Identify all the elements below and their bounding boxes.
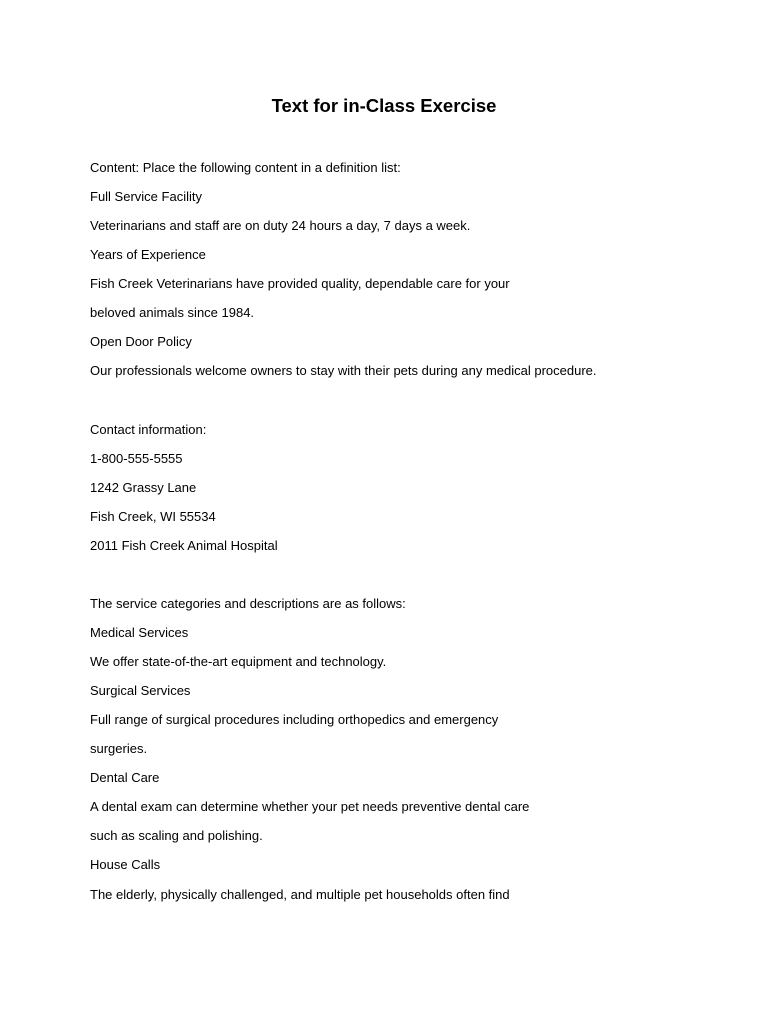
page-title: Text for in-Class Exercise	[271, 95, 497, 116]
contact-heading: Contact information:	[90, 422, 207, 437]
definition-term: Full Service Facility	[90, 189, 202, 204]
content-intro: Content: Place the following content in a definition list:	[90, 160, 401, 175]
contact-street: 1242 Grassy Lane	[90, 480, 197, 495]
contact-phone: 1-800-555-5555	[90, 451, 183, 466]
definition-description: Our professionals welcome owners to stay with their pets during any medical procedure.	[90, 363, 597, 378]
definition-description: beloved animals since 1984.	[90, 305, 255, 320]
service-description: We offer state-of-the-art equipment and technology.	[90, 654, 387, 669]
service-term: Medical Services	[90, 625, 189, 640]
service-description: The elderly, physically challenged, and multiple pet households often find	[90, 887, 510, 902]
contact-city: Fish Creek, WI 55534	[90, 509, 216, 524]
definition-term: Years of Experience	[90, 247, 206, 262]
service-term: Dental Care	[90, 770, 160, 785]
definition-term: Open Door Policy	[90, 334, 192, 349]
definition-description: Fish Creek Veterinarians have provided quality, dependable care for your	[90, 276, 510, 291]
service-description: A dental exam can determine whether your pet needs preventive dental care	[90, 799, 530, 814]
definition-description: Veterinarians and staff are on duty 24 hours a day, 7 days a week.	[90, 218, 471, 233]
service-term: House Calls	[90, 857, 161, 872]
service-description: surgeries.	[90, 741, 148, 756]
service-term: Surgical Services	[90, 683, 191, 698]
contact-copyright: 2011 Fish Creek Animal Hospital	[90, 538, 278, 553]
service-description: such as scaling and polishing.	[90, 828, 263, 843]
services-intro: The service categories and descriptions are as follows:	[90, 596, 406, 611]
service-description: Full range of surgical procedures including orthopedics and emergency	[90, 712, 499, 727]
